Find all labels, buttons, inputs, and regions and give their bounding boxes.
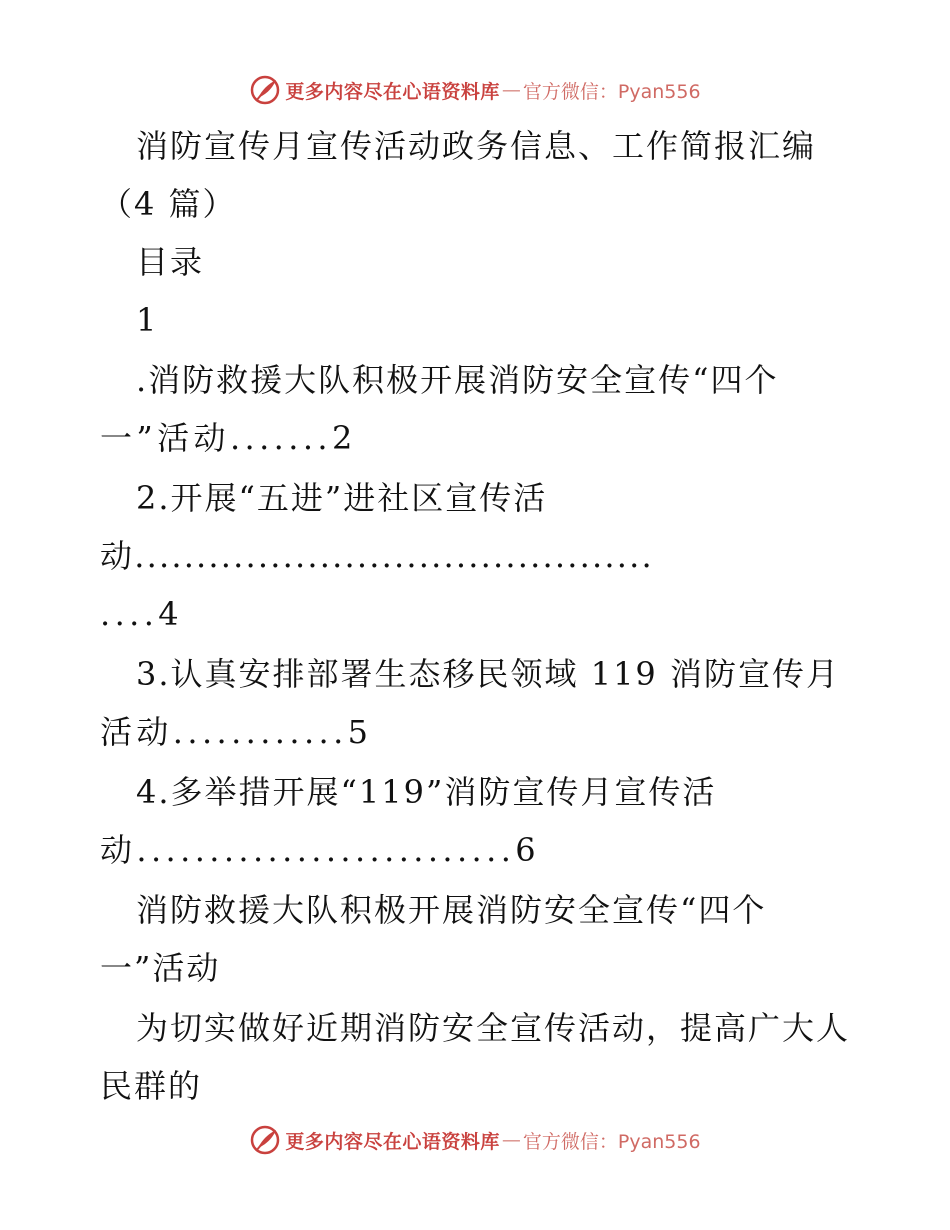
toc-item-4-line-2: 动..........................6 <box>100 831 541 869</box>
banner-main-text: 更多内容尽在心语资料库 <box>285 1130 500 1153</box>
feather-pen-logo-icon <box>249 1124 281 1156</box>
toc-item-1-line-1: .消防救援大队积极开展消防安全宣传“四个 <box>136 361 779 399</box>
doc-title-line-2: （4 篇） <box>100 185 237 223</box>
section-title-line-2: 一”活动 <box>100 949 221 987</box>
footer-banner <box>0 1120 950 1160</box>
feather-pen-logo-icon <box>249 74 281 106</box>
header-banner <box>0 70 950 110</box>
toc-item-2-line-1: 2.开展“五进”进社区宣传活 <box>136 479 548 517</box>
body-paragraph-line-2: 民群的 <box>100 1067 203 1105</box>
banner-wechat-text: 官方微信：Pyan556 <box>522 80 701 103</box>
toc-heading: 目录 <box>136 243 205 281</box>
toc-item-1-line-2: 一”活动.......2 <box>100 419 357 457</box>
banner-dash: — <box>501 1129 521 1151</box>
doc-title-line-1: 消防宣传月宣传活动政务信息、工作简报汇编 <box>136 127 817 165</box>
section-title-line-1: 消防救援大队积极开展消防安全宣传“四个 <box>136 891 767 929</box>
toc-item-2-line-2: 动.......................................... <box>100 537 654 575</box>
banner-dash: — <box>501 79 521 101</box>
toc-item-3-line-2: 活动............5 <box>100 713 373 751</box>
toc-item-3-line-1: 3.认真安排部署生态移民领域 119 消防宣传月 <box>136 655 840 693</box>
banner-main-text: 更多内容尽在心语资料库 <box>285 80 500 103</box>
body-paragraph-line-1: 为切实做好近期消防安全宣传活动，提高广大人 <box>136 1009 851 1047</box>
banner-wechat-text: 官方微信：Pyan556 <box>522 1130 701 1153</box>
toc-item-1-number: 1 <box>136 301 159 339</box>
toc-item-2-line-3: ....4 <box>100 595 184 633</box>
toc-item-4-line-1: 4.多举措开展“119”消防宣传月宣传活 <box>136 773 717 811</box>
